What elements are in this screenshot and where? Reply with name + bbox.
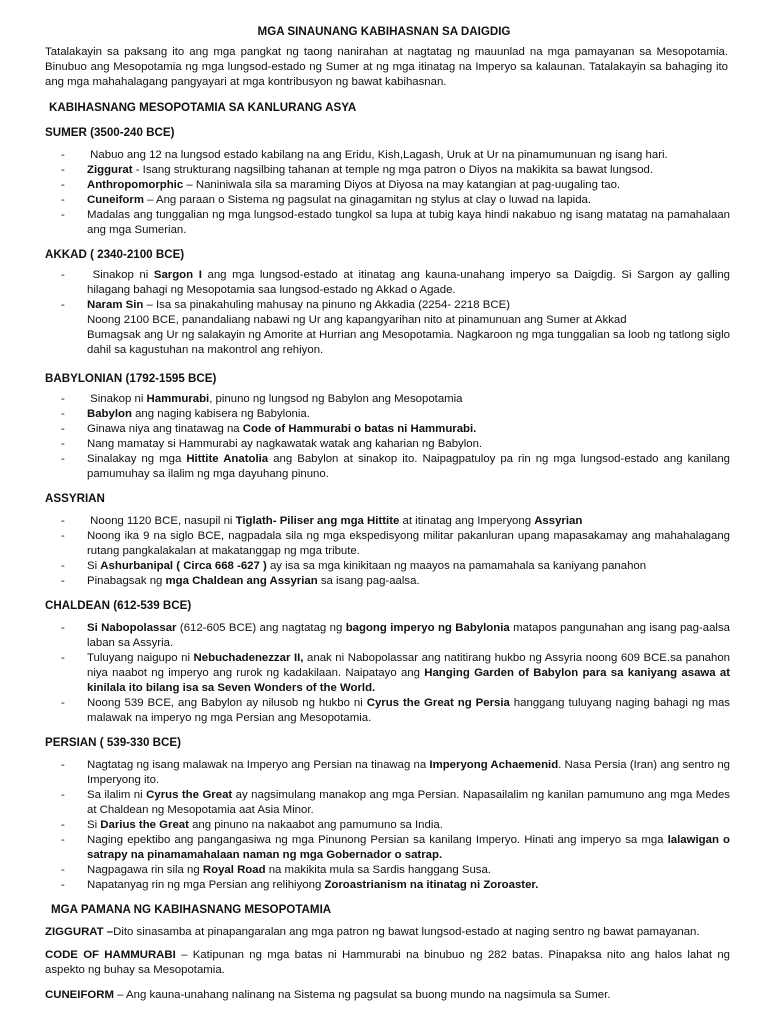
list-item: - Si Nabopolassar (612-605 BCE) ang nagtatag ng bagong imperyo ng Babylonia matapos pangunahan ang isang pag-aalsa laban sa Assyria. bbox=[61, 622, 730, 649]
pamana-cuneiform: CUNEIFORM – Ang kauna-unahang nalinang na Sistema ng pagsulat sa buong mundo na nagsimula sa Sumer. bbox=[45, 989, 611, 1001]
list-item: - Sinalakay ng mga Hittite Anatolia ang Babylon at sinakop ito. Naipagpatuloy pa rin ng mga lungsod-estado ang kanilang pamumuhay sa ilalim ng mga dayuhang pinuno. bbox=[61, 453, 731, 480]
list-item: - Nagpagawa rin sila ng Royal Road na makikita mula sa Sardis hanggang Susa. bbox=[61, 864, 491, 876]
list-item: - Madalas ang tunggalian ng mga lungsod-estado tungkol sa lupa at tubig kaya hindi nakabuo ng isang matatag na pamahalaan ang mga Sumerian. bbox=[61, 209, 730, 236]
pamana-code-of-hammurabi: CODE OF HAMMURABI – Katipunan ng mga batas ni Hammurabi na binubuo ng 282 batas. Pinapaksa nito ang halos lahat ng aspekto ng buhay sa Mesopotamia. bbox=[45, 949, 730, 976]
list-item: - Si Ashurbanipal ( Circa 668 -627 ) ay isa sa mga kinikitaan ng maayos na pamamahala sa kaniyang panahon bbox=[61, 560, 647, 572]
assyrian-list bbox=[45, 514, 730, 589]
pamana-ziggurat: ZIGGURAT –Dito sinasamba at pinapangaralan ang mga patron ng bawat lungsod-estado at naging sentro ng bawat pamayanan. bbox=[45, 926, 700, 938]
list-item: - Noong 539 BCE, ang Babylon ay nilusob ng hukbo ni Cyrus the Great ng Persia hanggang tuluyang naging bahagi ng mas malawak na imperyo ng mga Persian ang Mesopotamia. bbox=[61, 697, 730, 724]
list-item: - Babylon ang naging kabisera ng Babylonia. bbox=[61, 408, 310, 420]
heading-pamana: MGA PAMANA NG KABIHASNANG MESOPOTAMIA bbox=[51, 903, 332, 916]
list-item: - Ziggurat - Isang strukturang nagsilbing tahanan at temple ng mga patron o Diyos na makikita sa bawat lungsod. bbox=[61, 164, 654, 176]
chaldean-list bbox=[45, 621, 730, 726]
list-item: - Noong 1120 BCE, nasupil ni Tiglath- Piliser ang mga Hittite at itinatag ang Imperyong Assyrian bbox=[61, 515, 583, 527]
list-item: - Anthropomorphic – Naniniwala sila sa maraming Diyos at Diyosa na may katangian at pag-uugaling tao. bbox=[61, 179, 621, 191]
list-item: - Nang mamatay si Hammurabi ay nagkawatak watak ang kaharian ng Babylon. bbox=[61, 438, 483, 450]
list-item: - Si Darius the Great ang pinuno na nakaabot ang pamumuno sa India. bbox=[61, 819, 443, 831]
list-item: - Nabuo ang 12 na lungsod estado kabilang na ang Eridu, Kish,Lagash, Uruk at Ur na pinamumunuan ng isang hari. bbox=[61, 149, 668, 161]
list-item: - Nagtatag ng isang malawak na Imperyo ang Persian na tinawag na Imperyong Achaemenid. Nasa Persia (Iran) ang sentro ng Imperyong ito. bbox=[61, 759, 731, 786]
sumer-list bbox=[45, 148, 730, 238]
list-item: - Sinakop ni Sargon I ang mga lungsod-estado at itinatag ang kauna-unahang imperyo sa Daigdig. Si Sargon ay galling hilagang bahagi ng Mesopotamia saa lungsod-estado ng Akkad o Agade. bbox=[61, 269, 730, 296]
list-item: - Sa ilalim ni Cyrus the Great ay nagsimulang manakop ang mga Persian. Napasailalim ng kanilan pamumuno ang mga Medes at Chaldean ng Mesopotamia aat Asia Minor. bbox=[61, 789, 730, 816]
list-item: Bumagsak ang Ur ng salakayin ng Amorite at Hurrian ang Mesopotamia. Nagkaroon ng mga tunggalian sa loob ng tatlong siglo dahil sa kagustuhan na makontrol ang rehiyon. bbox=[87, 329, 730, 356]
heading-assyrian: ASSYRIAN bbox=[45, 492, 105, 505]
heading-chaldean: CHALDEAN (612-539 BCE) bbox=[45, 599, 192, 612]
list-item: Noong 2100 BCE, panandaliang nabawi ng Ur ang kapangyarihan nito at pinamunuan ang Sumer at Akkad bbox=[87, 314, 627, 326]
list-item: - Pinabagsak ng mga Chaldean ang Assyrian sa isang pag-aalsa. bbox=[61, 575, 420, 587]
list-item: - Cuneiform – Ang paraan o Sistema ng pagsulat na ginagamitan ng stylus at clay o luwad na lapida. bbox=[61, 194, 592, 206]
list-item: - Tuluyang naigupo ni Nebuchadenezzar II, anak ni Nabopolassar ang natitirang hukbo ng Assyria noong 609 BCE.sa panahon niya naabot ng imperyo ang rurok ng kadakilaan. Naipatayo ang Hanging Garden of Babylon para sa kaniyang asawa at kinilala ito bilang isa sa Seven Wonders of the World. bbox=[61, 652, 731, 694]
heading-babylonian: BABYLONIAN (1792-1595 BCE) bbox=[45, 372, 217, 385]
persian-list bbox=[45, 758, 730, 893]
heading-akkad: AKKAD ( 2340-2100 BCE) bbox=[45, 248, 185, 261]
heading-sumer: SUMER (3500-240 BCE) bbox=[45, 126, 175, 139]
heading-mesopotamia: KABIHASNANG MESOPOTAMIA SA KANLURANG ASYA bbox=[49, 101, 357, 114]
akkad-list bbox=[45, 268, 730, 358]
list-item: - Naging epektibo ang pangangasiwa ng mga Pinunong Persian sa kanilang Imperyo. Hinati ang imperyo sa mga lalawigan o satrapy na pinamamahalaan naman ng mga Gobernador o satrap. bbox=[61, 834, 730, 861]
list-item: - Noong ika 9 na siglo BCE, nagpadala sila ng mga ekspedisyong militar pakanluran upang mapasakamay ang mahahalagang rutang pangkalakalan at makatanggap ng mga tribute. bbox=[61, 530, 730, 557]
intro-paragraph: Tatalakayin sa paksang ito ang mga pangkat ng taong nanirahan at nagtatag ng mauunlad na mga pamayanan sa Mesopotamia. Binubuo ang Mesopotamia ng mga lungsod-estado ng Sumer at ng mga itinatag na Imperyo sa kalaunan. Tatalakayin sa bahaging ito ang mga mahahalagang pangyayari at mga kontribusyon ng bawat kabihasnan. bbox=[45, 46, 728, 88]
list-item: - Napatanyag rin ng mga Persian ang relihiyong Zoroastrianism na itinatag ni Zoroaster. bbox=[61, 879, 539, 891]
babylonian-list bbox=[45, 392, 730, 482]
list-item: - Ginawa niya ang tinatawag na Code of Hammurabi o batas ni Hammurabi. bbox=[61, 423, 477, 435]
list-item: - Naram Sin – Isa sa pinakahuling mahusay na pinuno ng Akkadia (2254- 2218 BCE) bbox=[61, 299, 510, 311]
heading-persian: PERSIAN ( 539-330 BCE) bbox=[45, 736, 181, 749]
list-item: - Sinakop ni Hammurabi, pinuno ng lungsod ng Babylon ang Mesopotamia bbox=[61, 393, 463, 405]
page-title: MGA SINAUNANG KABIHASNAN SA DAIGDIG bbox=[257, 25, 511, 38]
